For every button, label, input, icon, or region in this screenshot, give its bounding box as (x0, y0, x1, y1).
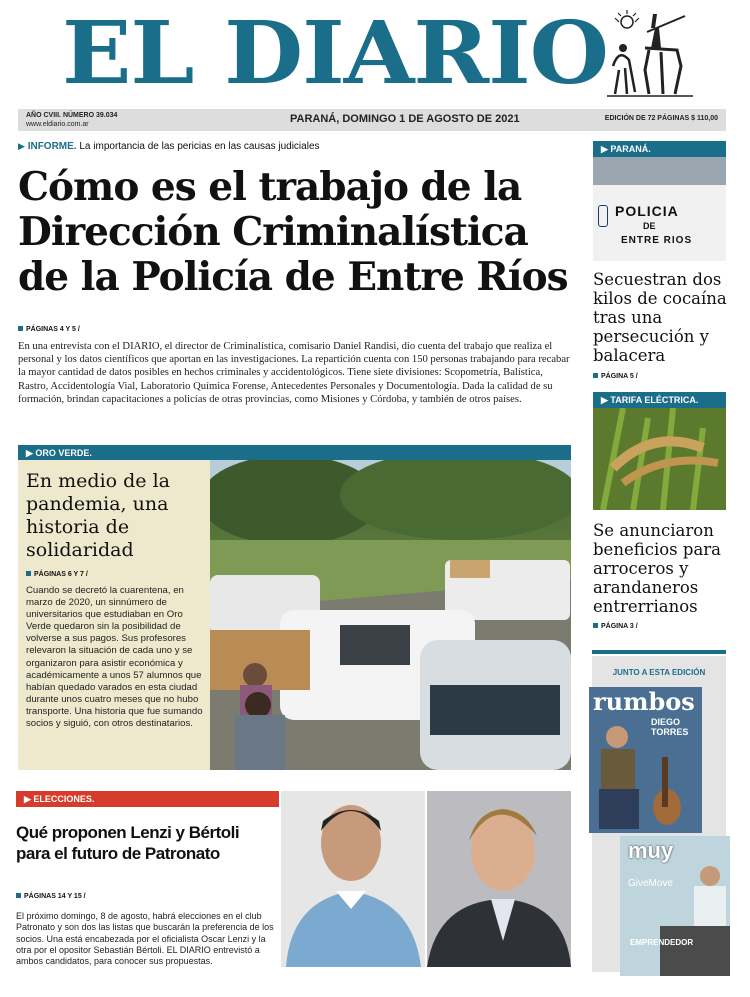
entrepreneur-illustration (620, 856, 730, 976)
section-elecciones-label: ELECCIONES. (33, 794, 95, 804)
police-text-3: ENTRE RIOS (621, 235, 693, 246)
police-text-2: DE (643, 221, 656, 231)
section-oro-verde-label: ORO VERDE. (35, 448, 92, 458)
tarifa-pages-label: PÁGINA 3 / (601, 623, 638, 630)
portrait-illustration (281, 791, 425, 967)
oro-verde-photo[interactable] (210, 460, 571, 770)
parana-pages-label: PÁGINA 5 / (601, 373, 638, 380)
elecciones-pages-label: PÁGINAS 14 Y 15 / (24, 893, 86, 900)
section-tarifa-label: TARIFA ELÉCTRICA. (610, 395, 699, 405)
rice-photo[interactable] (593, 408, 726, 510)
play-arrow-icon: ▶ (26, 448, 36, 458)
edition-number: AÑO CVIII. NÚMERO 39.034 (26, 112, 118, 119)
givemove-text: GiveMove (628, 878, 674, 889)
main-body: En una entrevista con el DIARIO, el director de Criminalística, comisario Daniel Randisi, dio cuenta del trabajo que realiza el personal y los datos científicos que aportan en las investigaciones. La repartición cuenta con 150 personas trabajando para recabar la mayor cantidad de datos posibles en hechos criminales y accidentológicos. Tiene siete divisiones: Scopometría, Balística, Rastro, Accidentología Vial, Laboratorio Química Forense, Antecedentes Personales y Documentología. Dada la calidad de su formación, brindan capacitaciones a policías de otras provincias, como Misiones y Córdoba, y también de otros países. (18, 341, 570, 405)
oro-verde-body: Cuando se decretó la cuarentena, en marzo de 2020, un sinnúmero de universitarios que estudiaban en Oro Verde quedaron sin la posibilidad de volverse a sus pagos. Sus profesores relevaron la situación de cada uno y se organizaron para asistir económica y académicamente a unos 57 alumnos que habían quedado varados en esta ciudad durante unos cuatro meses que no hubo transporte. Una historia que fue sumando socios y siguió, con otros destinatarios. (26, 585, 203, 730)
play-arrow-icon: ▶ (601, 144, 611, 154)
date-line: PARANÁ, DOMINGO 1 DE AGOSTO DE 2021 (290, 113, 520, 125)
rumbos-title: rumbos (593, 687, 695, 716)
section-parana-label: PARANÁ. (610, 144, 651, 154)
muy-cover[interactable] (620, 836, 730, 976)
parana-headline[interactable]: Secuestran dos kilos de cocaína tras una persecución y balacera (593, 270, 727, 365)
oro-verde-title[interactable]: En medio de la pandemia, una historia de solidaridad (26, 470, 170, 561)
edition-price: EDICIÓN DE 72 PÁGINAS $ 110,00 (604, 115, 718, 122)
junto-rule (592, 650, 726, 654)
police-car-window (593, 157, 726, 185)
newspaper-logo[interactable]: EL DIARIO (62, 3, 609, 104)
square-bullet-icon (16, 893, 21, 898)
portrait-illustration-2 (427, 791, 571, 967)
website-link[interactable]: www.eldiario.com.ar (26, 121, 89, 128)
elecciones-body: El próximo domingo, 8 de agosto, habrá elecciones en el club Patronato y son dos las listas que buscarán la preferencia de los socios. Una está encabezada por el oficialista Oscar Lenzi y la otra por el opositor Sebastián Bértoli. EL DIARIO entrevistó a ambos candidatos, para conocer sus propuestas. (16, 911, 274, 967)
rice-stalks-illustration (593, 408, 726, 510)
police-photo[interactable] (593, 157, 726, 261)
rumbos-cover[interactable] (589, 687, 702, 833)
parking-lot-illustration (210, 460, 571, 770)
kicker[interactable] (18, 141, 320, 152)
kicker-text: La importancia de las pericias en las causas judiciales (79, 141, 320, 152)
elecciones-title[interactable]: Qué proponen Lenzi y Bértoli para el futuro de Patronato (16, 823, 240, 863)
section-parana (593, 141, 726, 157)
square-bullet-icon (26, 571, 31, 576)
square-bullet-icon (593, 373, 598, 378)
muy-title: muy (628, 838, 674, 863)
main-pages-label: PÁGINAS 4 Y 5 / (26, 326, 80, 333)
play-arrow-icon: ▶ (601, 395, 611, 405)
police-text-1: POLICIA (615, 203, 679, 219)
main-pages (18, 326, 80, 333)
bertoli-photo[interactable] (427, 791, 571, 967)
musician-illustration (589, 717, 702, 833)
section-tarifa (593, 392, 726, 408)
oro-pages-label: PÁGINAS 6 Y 7 / (34, 571, 88, 578)
play-arrow-icon: ▶ (24, 794, 34, 804)
police-shield-icon (598, 205, 608, 227)
kicker-label: INFORME. (27, 141, 77, 152)
tarifa-headline[interactable]: Se anunciaron beneficios para arroceros y arandaneros entrerrianos (593, 521, 722, 616)
lenzi-photo[interactable] (281, 791, 425, 967)
oro-pages (26, 571, 88, 578)
emprendedor-text: EMPRENDEDOR (630, 938, 694, 947)
main-headline[interactable]: Cómo es el trabajo de la Dirección Criminalística de la Policía de Entre Ríos (18, 164, 568, 300)
rumbos-name-2: TORRES (651, 727, 689, 737)
square-bullet-icon (18, 326, 23, 331)
info-bar (18, 109, 726, 131)
section-elecciones (16, 791, 279, 807)
rumbos-name-1: DIEGO (651, 717, 681, 727)
don-quijote-icon (605, 8, 695, 100)
parana-pages (593, 373, 638, 380)
section-oro-verde (18, 445, 571, 461)
tarifa-pages (593, 623, 638, 630)
junto-title: JUNTO A ESTA EDICIÓN (612, 668, 706, 677)
play-arrow-icon: ▶ (18, 141, 25, 151)
elecciones-pages (16, 893, 86, 900)
square-bullet-icon (593, 623, 598, 628)
